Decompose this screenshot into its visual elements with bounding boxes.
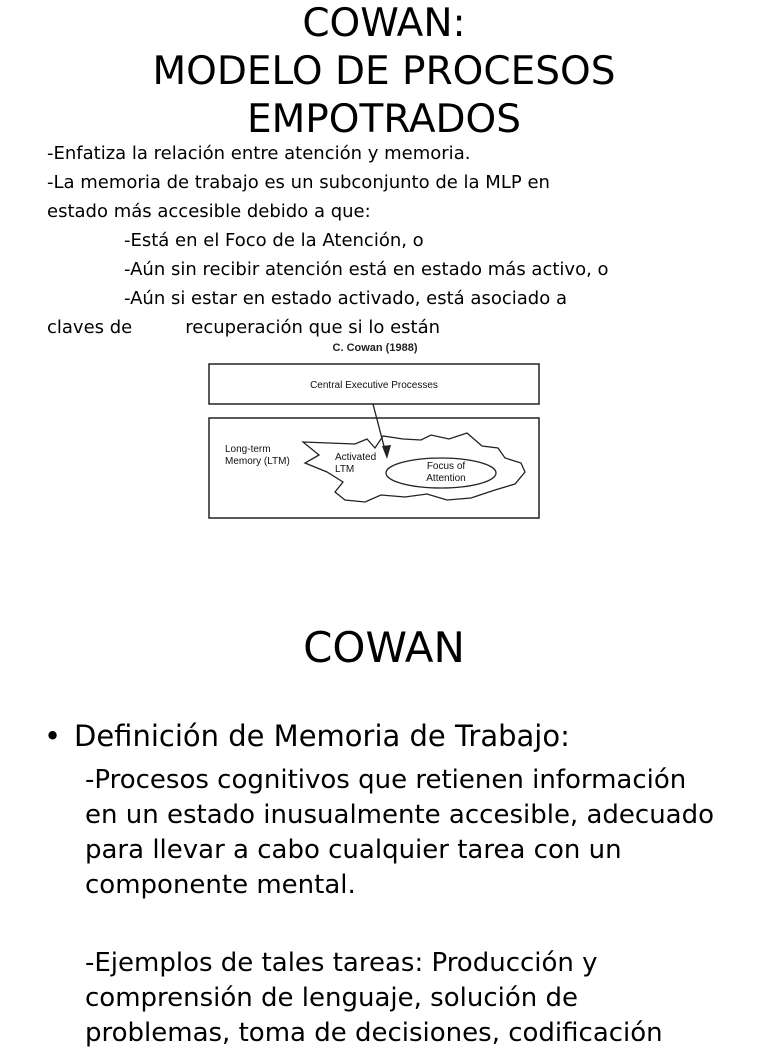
bullet-definition (44, 716, 744, 756)
body-line-7b: recuperación que si lo están (185, 317, 441, 338)
bullet-marker: • (44, 719, 62, 753)
slide-2 (0, 560, 768, 1048)
slide-1-title (0, 0, 768, 144)
body-line-7a: claves de (47, 317, 133, 338)
body-line-5: -Aún sin recibir atención está en estado más activo, o (124, 259, 609, 280)
ltm-label-line-2: Memory (LTM) (225, 456, 290, 467)
title-line-3: EMPOTRADOS (246, 97, 521, 142)
body-line-7 (47, 313, 747, 342)
body-line-1: -Enfatiza la relación entre atención y memoria. (47, 143, 471, 164)
focus-label-line-1: Focus of (426, 461, 466, 472)
activated-label-line-1: Activated (335, 452, 377, 463)
slide-1-body (47, 139, 747, 337)
slide-2-title: COWAN (303, 623, 465, 672)
body-line-4: -Está en el Foco de la Atención, o (124, 230, 424, 251)
title-line-2: MODELO DE PROCESOS (152, 49, 616, 94)
activated-label-line-2: LTM (335, 464, 355, 475)
sub-point-2: -Ejemplos de tales tareas: Producción y comprensión de lenguaje, solución de problemas, toma de decisiones, codificación (85, 948, 663, 1048)
sub-point-1: -Procesos cognitivos que retienen información en un estado inusualmente accesible, adecuado para llevar a cabo cualquier tarea con un componente mental. (85, 765, 715, 900)
executive-label: Central Executive Processes (310, 380, 438, 391)
cowan-model-figure (205, 360, 545, 522)
body-line-3: estado más accesible debido a que: (47, 201, 371, 222)
bullet-text: Definición de Memoria de Trabajo: (74, 719, 570, 753)
body-line-6: -Aún si estar en estado activado, está asociado a (124, 288, 567, 309)
title-line-1: COWAN: (302, 1, 466, 46)
ltm-label-line-1: Long-term (225, 444, 271, 455)
focus-label-line-2: Attention (426, 473, 466, 484)
figure-caption: C. Cowan (1988) (332, 342, 418, 354)
body-line-2: -La memoria de trabajo es un subconjunto de la MLP en (47, 172, 550, 193)
